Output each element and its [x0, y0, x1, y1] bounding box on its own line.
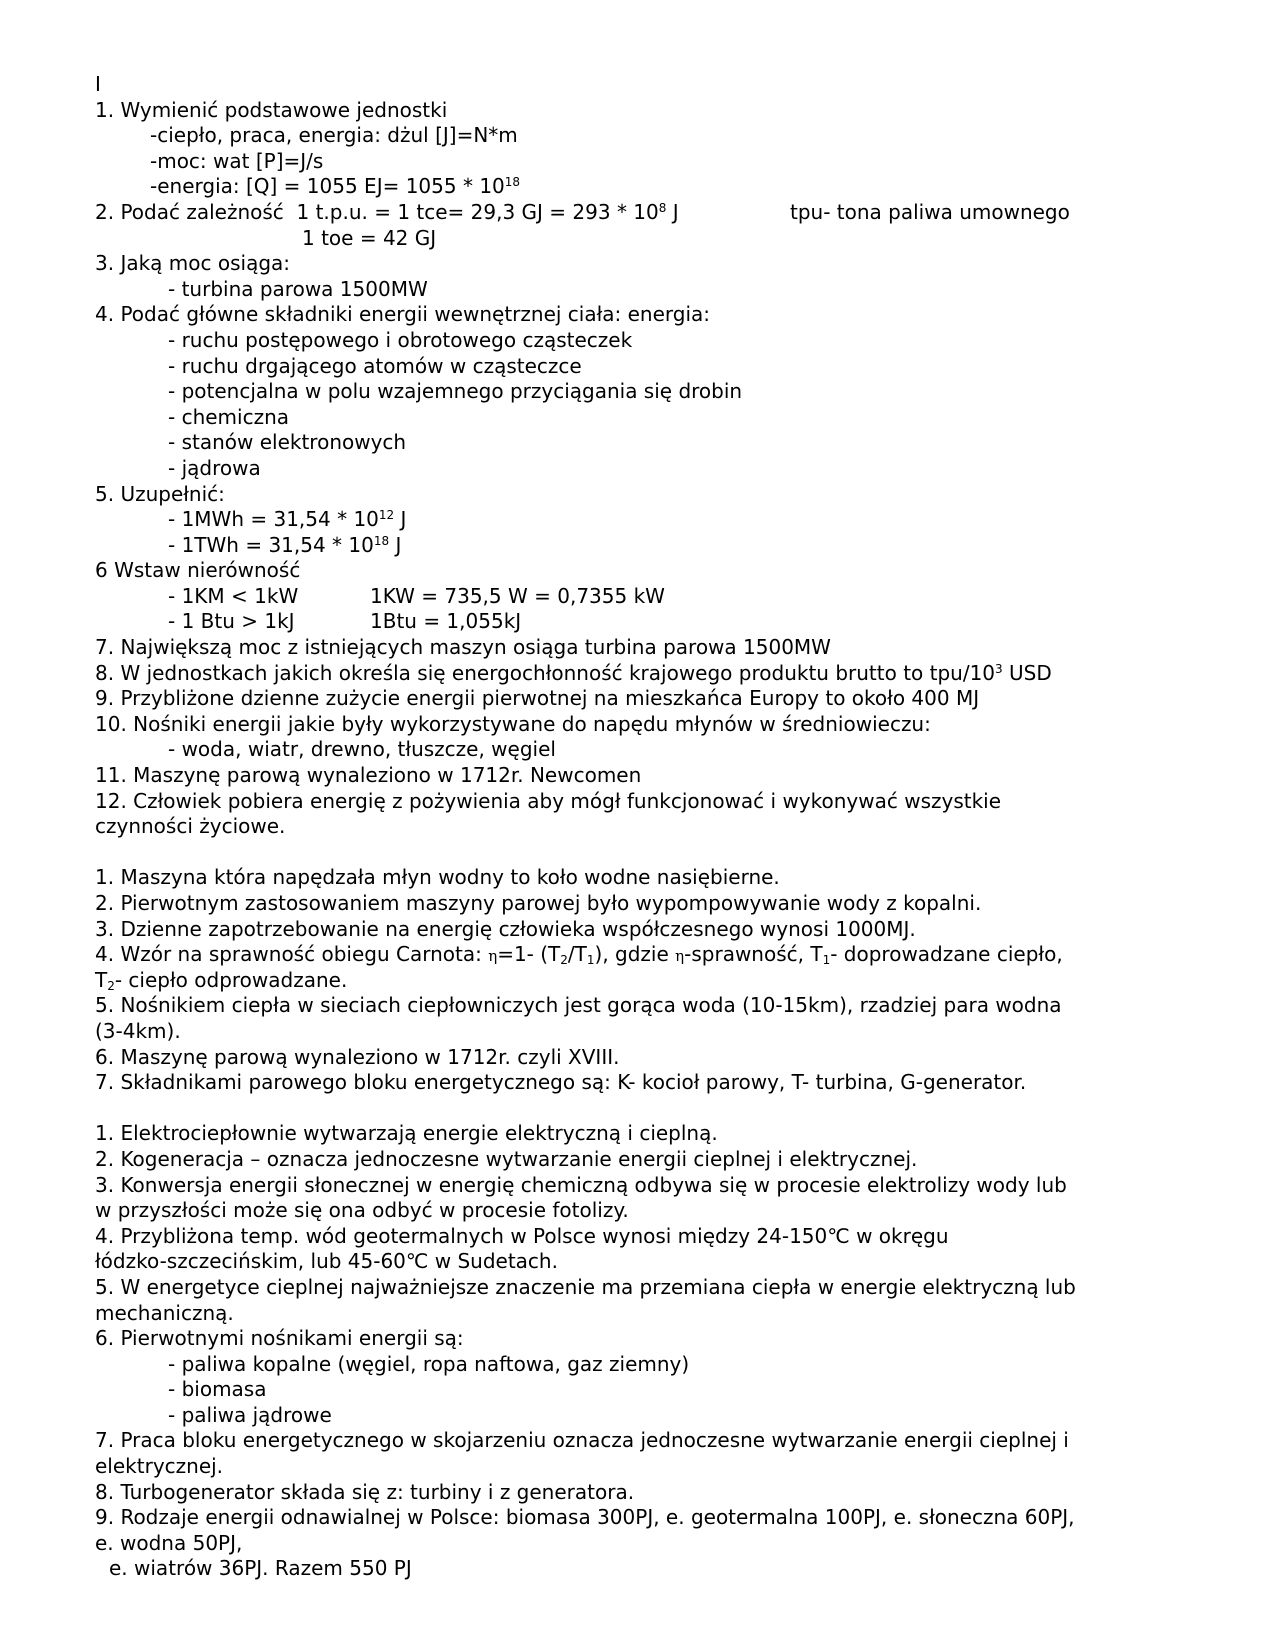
q4-item: - ruchu postępowego i obrotowego cząsteczek: [168, 327, 633, 352]
q1-answer-power: -moc: wat [P]=J/s: [150, 148, 324, 173]
eta-symbol: η: [488, 947, 498, 966]
point-9-line-3: e. wiatrów 36PJ. Razem 550 PJ: [109, 1556, 412, 1581]
q10-answer: - woda, wiatr, drewno, tłuszcze, węgiel: [168, 737, 556, 762]
q3-answer: - turbina parowa 1500MW: [168, 276, 428, 301]
point-3-line-1: 3. Konwersja energii słonecznej w energię chemiczną odbywa się w procesie elektrolizy wody lub: [95, 1172, 1067, 1197]
exponent: 18: [373, 533, 390, 548]
document-body: [95, 72, 1195, 1582]
item-4-carnot: 4. Wzór na sprawność obiegu Carnota: η=1- $(T_2/T_1)$, gdzie η-sprawność, $T_1-$ doprowadzane ciepło,: [95, 942, 1063, 968]
question-12-line-2: czynności życiowe.: [95, 814, 286, 839]
q5-answer-twh: - $1TWh = 31,54 * 10^{18}$ J: [168, 532, 402, 557]
point-4-line-1: 4. Przybliżona temp. wód geotermalnych w Polsce wynosi między 24-150℃ w okręgu: [95, 1223, 949, 1248]
question-8: 8. W jednostkach jakich określa się energochłonność krajowego produktu brutto to tpu/$10^3$ USD: [95, 660, 1052, 685]
q6-answer-km: - 1KM < 1kW 1KW = 735,5 W = 0,7355 kW: [168, 583, 665, 608]
point-1: 1. Elektrociepłownie wytwarzają energie elektryczną i cieplną.: [95, 1121, 718, 1146]
point-9-line-1: 9. Rodzaje energii odnawialnej w Polsce: biomasa 300PJ, e. geotermalna 100PJ, e. słoneczna 60PJ,: [95, 1505, 1075, 1530]
question-1: 1. Wymienić podstawowe jednostki: [95, 97, 448, 122]
q1-answer-heat: -ciepło, praca, energia: dżul [J]=N*m: [150, 123, 518, 148]
point-2: 2. Kogeneracja – oznacza jednoczesne wytwarzanie energii cieplnej i elektrycznej.: [95, 1146, 918, 1171]
q6-note-km: 1KW = 735,5 W = 0,7355 kW: [370, 583, 665, 608]
question-6: 6 Wstaw nierówność: [95, 558, 301, 583]
exponent: 3: [995, 661, 1003, 676]
q2-note: tpu- tona paliwa umownego: [790, 199, 1070, 224]
point-3-line-2: w przyszłości może się ona odbyć w procesie fotolizy.: [95, 1198, 629, 1223]
q6-answer-btu: - 1 Btu > 1kJ 1Btu = 1,055kJ: [168, 609, 522, 634]
question-4: 4. Podać główne składniki energii wewnętrznej ciała: energia:: [95, 302, 711, 327]
q2-toe: 1 toe = 42 GJ: [302, 225, 437, 250]
item-2: 2. Pierwotnym zastosowaniem maszyny parowej było wypompowywanie wody z kopalni.: [95, 891, 982, 915]
item-3: 3. Dzienne zapotrzebowanie na energię człowieka współczesnego wynosi 1000MJ.: [95, 916, 916, 941]
exponent: 8: [658, 200, 667, 215]
question-7: 7. Największą moc z istniejących maszyn osiąga turbina parowa 1500MW: [95, 635, 831, 660]
point-6: 6. Pierwotnymi nośnikami energii są:: [95, 1326, 464, 1351]
point-6-item: - paliwa kopalne (węgiel, ropa naftowa, gaz ziemny): [168, 1351, 690, 1376]
q4-item: - chemiczna: [168, 404, 290, 429]
point-7-line-1: 7. Praca bloku energetycznego w skojarzeniu oznacza jednoczesne wytwarzanie energii cieplnej i: [95, 1428, 1069, 1453]
question-2: 2. Podać zależność 1 t.p.u. = 1 tce= 29,3 GJ = $293 * 10^8$ J tpu- tona paliwa umownego: [95, 199, 1070, 224]
point-7-line-2: elektrycznej.: [95, 1454, 224, 1479]
q1-answer-energy: -energia: [Q] = 1055 $EJ= 1055 * 10^{18}$: [150, 174, 521, 199]
point-6-item: - biomasa: [168, 1377, 267, 1402]
q5-answer-mwh: - $1MWh = 31,54 * 10^{12}$ J: [168, 507, 407, 532]
question-10: 10. Nośniki energii jakie były wykorzystywane do napędu młynów w średniowieczu:: [95, 711, 931, 736]
q4-item: - jądrowa: [168, 455, 261, 480]
point-6-item: - paliwa jądrowe: [168, 1402, 332, 1427]
eta-symbol: η: [675, 947, 685, 966]
exponent: 12: [378, 508, 395, 523]
point-4-line-2: łódzko-szczecińskim, lub 45-60℃ w Sudetach.: [95, 1249, 558, 1274]
exponent: 18: [504, 175, 521, 190]
q6-note-btu: 1Btu = 1,055kJ: [370, 609, 522, 634]
header-mark: I: [95, 72, 101, 96]
item-5-line-1: 5. Nośnikiem ciepła w sieciach ciepłowniczych jest gorąca woda (10-15km), rzadziej para wodna: [95, 993, 1062, 1018]
question-3: 3. Jaką moc osiąga:: [95, 251, 291, 276]
item-6: 6. Maszynę parową wynaleziono w 1712r. czyli XVIII.: [95, 1044, 620, 1069]
item-7: 7. Składnikami parowego bloku energetycznego są: K- kocioł parowy, T- turbina, G-generator.: [95, 1070, 1027, 1095]
q4-item: - stanów elektronowych: [168, 430, 407, 455]
question-5: 5. Uzupełnić:: [95, 481, 225, 506]
question-9: 9. Przybliżone dzienne zużycie energii pierwotnej na mieszkańca Europy to około 400 MJ: [95, 686, 980, 711]
point-5-line-1: 5. W energetyce cieplnej najważniejsze znaczenie ma przemiana ciepła w energie elektryczną lub: [95, 1274, 1076, 1299]
question-11: 11. Maszynę parową wynaleziono w 1712r. Newcomen: [95, 763, 642, 788]
section-gap: [95, 840, 1195, 866]
section-gap: [95, 1096, 1195, 1122]
point-8: 8. Turbogenerator składa się z: turbiny i z generatora.: [95, 1479, 635, 1504]
q4-item: - ruchu drgającego atomów w cząsteczce: [168, 353, 582, 378]
point-5-line-2: mechaniczną.: [95, 1300, 234, 1325]
item-1: 1. Maszyna która napędzała młyn wodny to koło wodne nasiębierne.: [95, 865, 780, 890]
q4-item: - potencjalna w polu wzajemnego przyciągania się drobin: [168, 379, 743, 404]
item-4-line-2: $T_2-$ ciepło odprowadzane.: [95, 967, 348, 993]
question-12-line-1: 12. Człowiek pobiera energię z pożywienia aby mógł funkcjonować i wykonywać wszystkie: [95, 788, 1002, 813]
point-9-line-2: e. wodna 50PJ,: [95, 1530, 243, 1555]
item-5-line-2: (3-4km).: [95, 1018, 181, 1043]
